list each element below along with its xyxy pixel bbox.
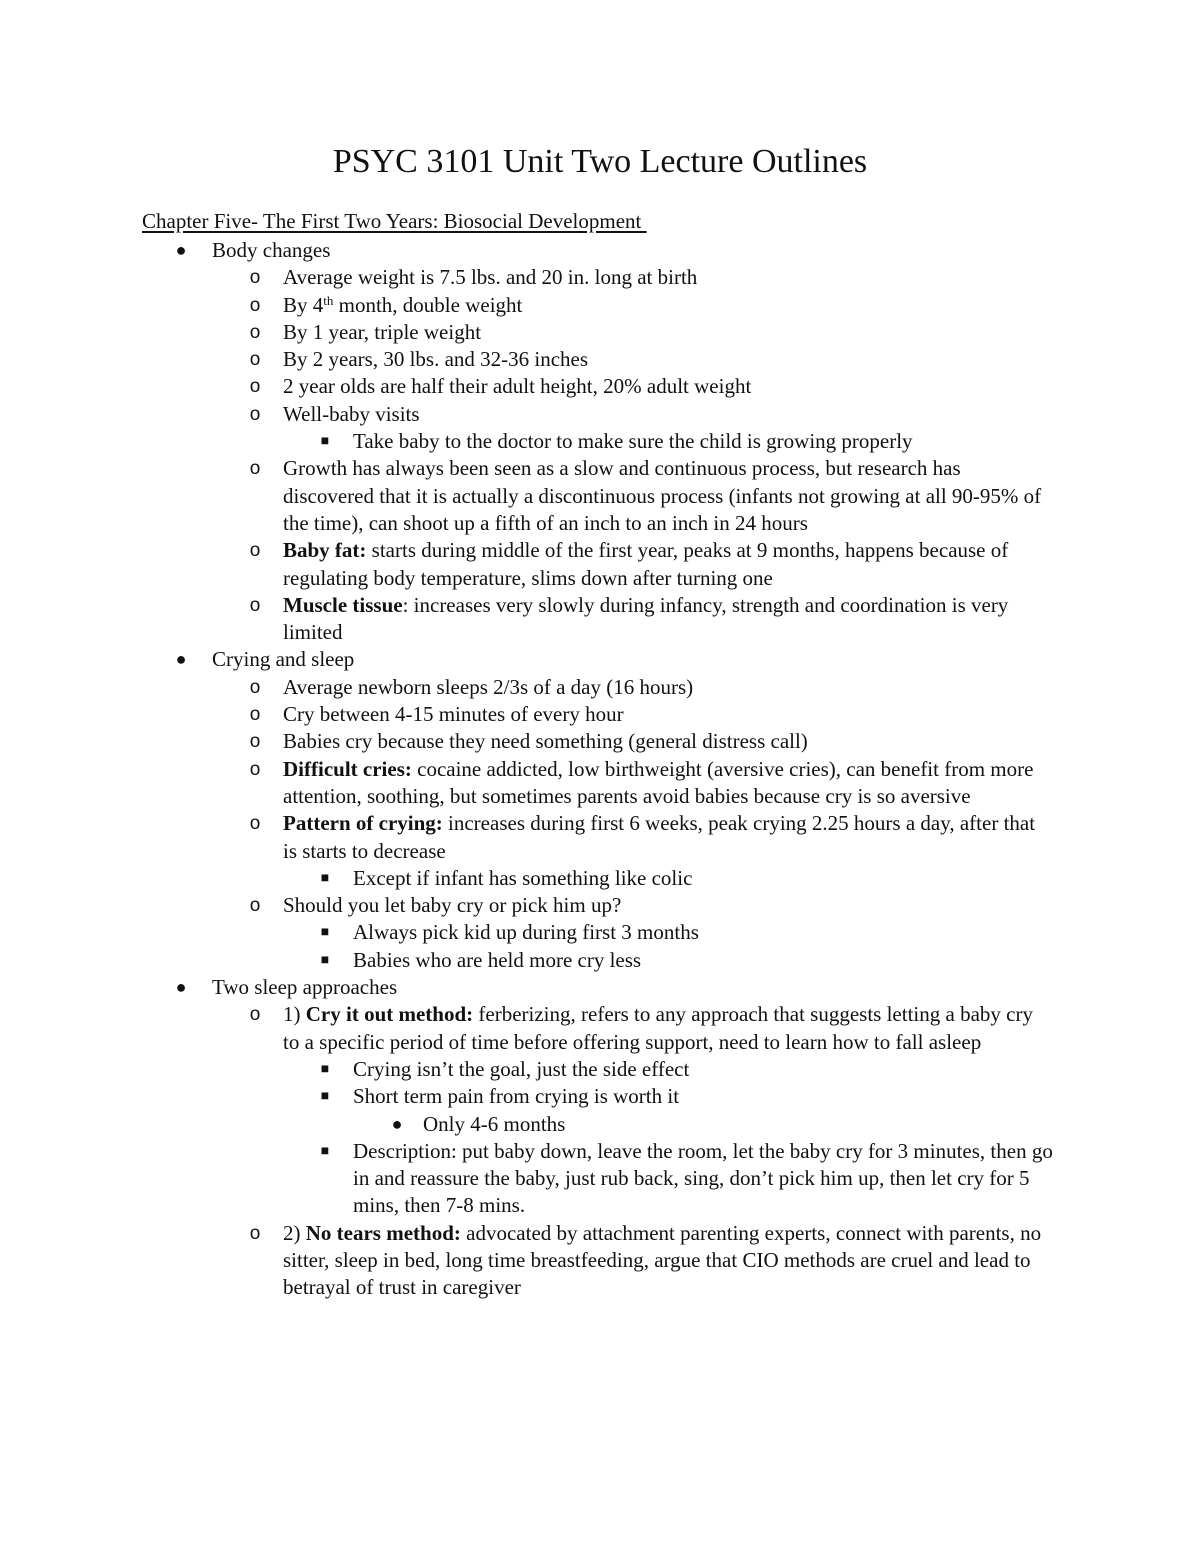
bullet-icon: ● (175, 649, 187, 670)
square-bullet-icon: ■ (320, 925, 330, 941)
item-text: Crying isn’t the goal, just the side effect (353, 1056, 690, 1081)
list-item (0, 1220, 1053, 1302)
item-text: Always pick kid up during first 3 months (353, 920, 699, 945)
circle-bullet-icon: o (249, 704, 261, 726)
list-item (0, 810, 1053, 865)
section-two-sleep-approaches (0, 974, 1052, 1001)
item-text: advocated by attachment parenting experts, connect with parents, no sitter, sleep in bed, long time breastfeeding, argue that CIO methods are cruel and lead to betrayal of trust in caregiver (283, 1220, 1042, 1300)
square-bullet-icon: ■ (320, 1143, 330, 1159)
circle-bullet-icon: o (249, 376, 261, 398)
square-bullet-icon: ■ (320, 952, 330, 968)
chapter-heading: Chapter Five- The First Two Years: Biosocial Development (142, 209, 647, 233)
item-text: Except if infant has something like colic (353, 865, 693, 890)
circle-bullet-icon: o (249, 676, 261, 698)
section-heading: Two sleep approaches (212, 975, 398, 1000)
item-number: 1) (283, 1002, 306, 1027)
list-item (0, 674, 1053, 701)
item-text: Cry between 4-15 minutes of every hour (283, 702, 624, 727)
list-item (0, 428, 1053, 455)
item-text: By 4 (283, 292, 324, 317)
list-item (0, 701, 1053, 728)
item-text: Should you let baby cry or pick him up? (283, 893, 622, 918)
list-item (0, 537, 1053, 592)
list-item (0, 319, 1053, 346)
item-text: 2 year olds are half their adult height, 20% adult weight (283, 374, 752, 399)
list-item (0, 292, 1053, 319)
square-bullet-icon: ■ (320, 870, 330, 886)
item-text: By 1 year, triple weight (283, 319, 482, 344)
item-text: ferberizing, refers to any approach that suggests letting a baby cry to a specific period of time before offering support, need to learn how to fall asleep (283, 1002, 1033, 1054)
item-text: Short term pain from crying is worth it (353, 1084, 680, 1109)
list-item (0, 401, 1053, 428)
circle-bullet-icon: o (249, 731, 261, 753)
circle-bullet-icon: o (249, 813, 261, 835)
circle-bullet-icon: o (249, 594, 261, 616)
section-body-changes (0, 237, 1052, 264)
item-text: Only 4-6 months (423, 1111, 566, 1136)
list-item (0, 1083, 1053, 1110)
list-item (0, 346, 1053, 373)
section-heading: Crying and sleep (212, 647, 355, 672)
bullet-icon: ● (175, 240, 187, 260)
circle-bullet-icon: o (249, 758, 261, 780)
list-item (0, 919, 1053, 946)
list-item (0, 865, 1053, 892)
item-text: By 2 years, 30 lbs. and 32-36 inches (283, 347, 589, 372)
bullet-icon: ● (175, 977, 187, 998)
circle-bullet-icon: o (249, 321, 261, 343)
term-label: Baby fat: (283, 538, 367, 563)
item-text: Growth has always been seen as a slow and continuous process, but research has discovered that it is actually a discontinuous process (infants not growing at all 90-95% of the time), can shoot up a fifth of an inch to an inch in 24 hours (283, 456, 1042, 535)
section-heading: Body changes (212, 238, 331, 262)
circle-bullet-icon: o (249, 1222, 261, 1244)
document-title: PSYC 3101 Unit Two Lecture Outlines (332, 143, 868, 180)
item-text: increases during first 6 weeks, peak crying 2.25 hours a day, after that is starts to decrease (283, 811, 1036, 863)
circle-bullet-icon: o (249, 458, 261, 480)
square-bullet-icon: ■ (320, 1089, 330, 1105)
superscript: th (323, 292, 334, 308)
item-text: month, double weight (333, 292, 523, 317)
square-bullet-icon: ■ (320, 434, 330, 450)
bullet-icon: ● (391, 1113, 403, 1134)
term-label: Pattern of crying: (283, 811, 443, 836)
list-item (0, 1056, 1053, 1083)
item-text: Take baby to the doctor to make sure the child is growing properly (353, 429, 913, 454)
section-crying-and-sleep (0, 646, 1052, 673)
circle-bullet-icon: o (249, 349, 261, 371)
item-text: Average weight is 7.5 lbs. and 20 in. long at birth (283, 265, 698, 290)
item-text: Babies who are held more cry less (353, 947, 642, 972)
list-item (0, 455, 1053, 537)
item-text: starts during middle of the first year, peaks at 9 months, happens because of regulating body temperature, slims down after turning one (283, 538, 1009, 590)
list-item (0, 1138, 1053, 1220)
list-item (0, 1111, 1053, 1138)
circle-bullet-icon: o (249, 895, 261, 917)
lecture-outline (0, 237, 1200, 1302)
list-item (0, 756, 1053, 811)
term-label: No tears method: (305, 1220, 461, 1245)
item-text: Well-baby visits (283, 401, 420, 426)
circle-bullet-icon: o (249, 403, 261, 425)
circle-bullet-icon: o (249, 267, 261, 289)
list-item (0, 1001, 1053, 1056)
list-item (0, 264, 1053, 291)
list-item (0, 728, 1053, 755)
term-label: Difficult cries: (283, 756, 412, 781)
item-text: Average newborn sleeps 2/3s of a day (16 hours) (283, 674, 694, 699)
square-bullet-icon: ■ (320, 1061, 330, 1077)
item-text: Description: put baby down, leave the room, let the baby cry for 3 minutes, then go in and reassure the baby, just rub back, sing, don’t pick him up, then let cry for 5 mins, then 7-8 mins. (353, 1138, 1053, 1218)
circle-bullet-icon: o (249, 1004, 261, 1026)
list-item (0, 373, 1053, 400)
list-item (0, 592, 1053, 647)
list-item (0, 947, 1053, 974)
term-label: Cry it out method: (305, 1002, 474, 1027)
item-text: Babies cry because they need something (general distress call) (283, 729, 808, 754)
circle-bullet-icon: o (249, 540, 261, 562)
item-number: 2) (283, 1220, 306, 1245)
item-text: : increases very slowly during infancy, strength and coordination is very limited (283, 592, 1009, 645)
list-item (0, 892, 1053, 919)
term-label: Muscle tissue (283, 592, 403, 617)
circle-bullet-icon: o (249, 294, 261, 316)
item-text: cocaine addicted, low birthweight (aversive cries), can benefit from more attention, soothing, but sometimes parents avoid babies because cry is so aversive (283, 756, 1034, 808)
